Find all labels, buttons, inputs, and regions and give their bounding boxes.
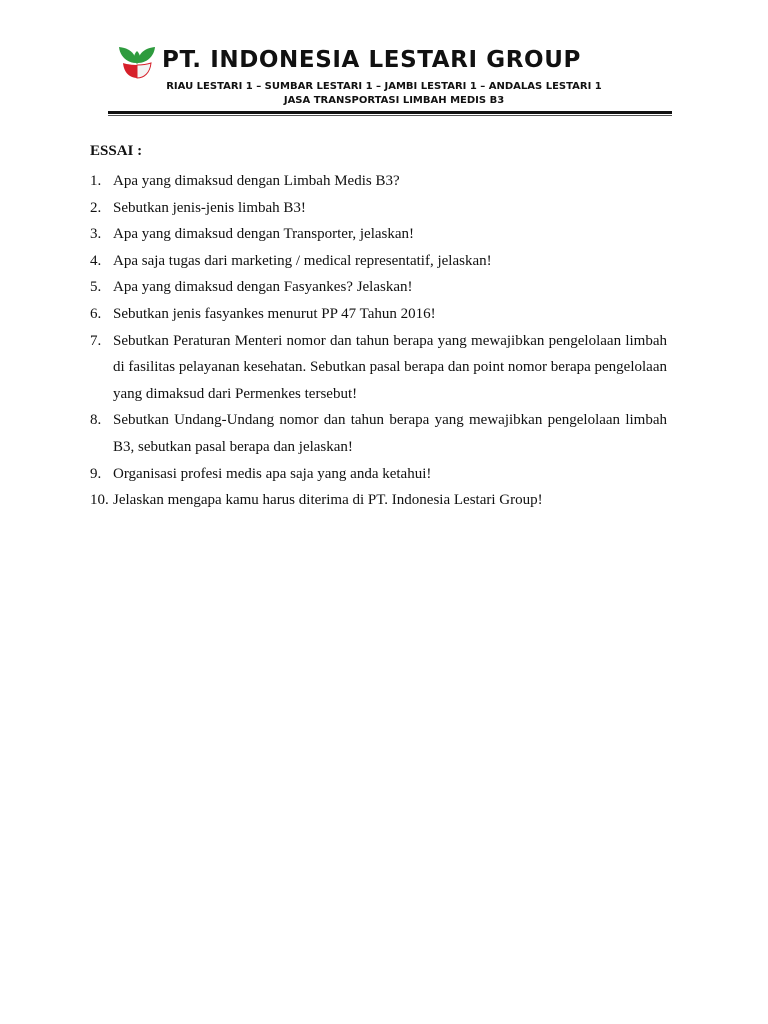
question-item [90, 195, 667, 222]
question-number: 10. [90, 492, 109, 509]
question-number: 2. [90, 199, 102, 216]
question-item [90, 328, 667, 408]
question-text: Apa yang dimaksud dengan Transporter, jelaskan! [113, 226, 415, 243]
essay-section [90, 141, 667, 514]
question-list [90, 168, 667, 514]
question-number: 1. [90, 173, 102, 189]
question-text: Sebutkan jenis fasyankes menurut PP 47 Tahun 2016! [113, 305, 436, 322]
question-number: 3. [90, 226, 102, 243]
question-number: 9. [90, 465, 102, 482]
question-number: 4. [90, 252, 102, 269]
question-number: 7. [90, 332, 102, 349]
section-heading: ESSAI : [90, 143, 143, 159]
question-item [90, 407, 667, 460]
question-text: Apa yang dimaksud dengan Limbah Medis B3? [113, 173, 400, 189]
question-item [90, 461, 667, 488]
question-item [90, 168, 667, 195]
branch-list: RIAU LESTARI 1 – SUMBAR LESTARI 1 – JAMBI LESTARI 1 – ANDALAS LESTARI 1 [166, 81, 602, 92]
question-item [90, 487, 667, 514]
question-text: Sebutkan Peraturan Menteri nomor dan tahun berapa yang mewajibkan pengelolaan limbah di fasilitas pelayanan kesehatan. Sebutkan pasal berapa dan point nomor berapa pengelolaan yang dimaksud dari Permenkes tersebut! [113, 332, 667, 402]
question-item [90, 221, 667, 248]
question-item [90, 301, 667, 328]
question-text: Jelaskan mengapa kamu harus diterima di PT. Indonesia Lestari Group! [113, 492, 543, 509]
question-text: Apa saja tugas dari marketing / medical representatif, jelaskan! [113, 252, 492, 269]
company-name: PT. INDONESIA LESTARI GROUP [162, 47, 581, 73]
service-description: JASA TRANSPORTASI LIMBAH MEDIS B3 [283, 95, 505, 106]
header-divider-thin [108, 115, 672, 116]
question-number: 8. [90, 412, 102, 429]
question-text: Apa yang dimaksud dengan Fasyankes? Jelaskan! [113, 279, 413, 296]
question-item [90, 274, 667, 301]
question-text: Organisasi profesi medis apa saja yang anda ketahui! [113, 465, 432, 482]
leaf-emblem-icon [116, 44, 158, 80]
question-text: Sebutkan jenis-jenis limbah B3! [113, 199, 306, 216]
header-divider [108, 111, 672, 114]
question-item [90, 248, 667, 275]
question-number: 5. [90, 279, 102, 296]
letterhead [0, 0, 768, 120]
question-number: 6. [90, 305, 102, 322]
question-text: Sebutkan Undang-Undang nomor dan tahun berapa yang mewajibkan pengelolaan limbah B3, sebutkan pasal berapa dan jelaskan! [113, 412, 667, 455]
